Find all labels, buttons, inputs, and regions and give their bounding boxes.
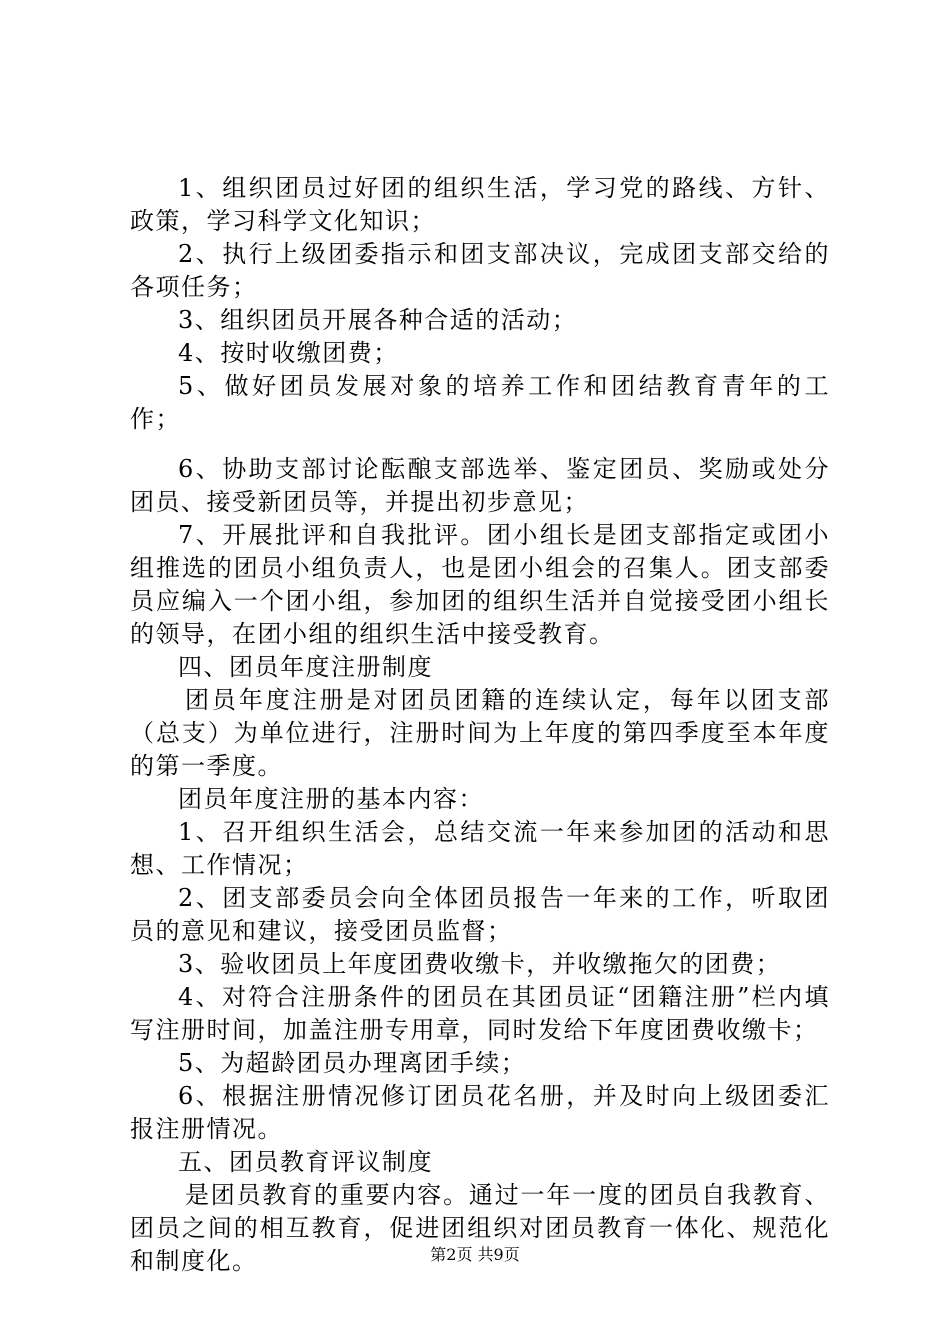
paragraph-evaluation-intro: 是团员教育的重要内容。通过一年一度的团员自我教育、团员之间的相互教育，促进团组织对团员教育一体化、规范化和制度化。 — [130, 1181, 830, 1275]
paragraph-registration-2: 2、团支部委员会向全体团员报告一年来的工作，听取团员的意见和建议，接受团员监督； — [130, 884, 830, 945]
section-heading-evaluation: 五、团员教育评议制度 — [178, 1148, 433, 1176]
paragraph-task-5: 5、做好团员发展对象的培养工作和团结教育青年的工作； — [130, 372, 830, 433]
paragraph-task-7: 7、开展批评和自我批评。团小组长是团支部指定或团小组推选的团员小组负责人，也是团小组会的召集人。团支部委员应编入一个团小组，参加团的组织生活并自觉接受团小组长的领导，在团小组的组织生活中接受教育。 — [130, 521, 830, 648]
paragraph-registration-intro: 团员年度注册是对团员团籍的连续认定，每年以团支部（总支）为单位进行，注册时间为上年度的第四季度至本年度的第一季度。 — [130, 686, 830, 780]
paragraph-registration-4: 4、对符合注册条件的团员在其团员证“团籍注册”栏内填写注册时间，加盖注册专用章，同时发给下年度团费收缴卡； — [130, 983, 830, 1044]
paragraph-task-1: 1、组织团员过好团的组织生活，学习党的路线、方针、政策，学习科学文化知识； — [130, 174, 830, 235]
section-heading-registration: 四、团员年度注册制度 — [178, 653, 433, 681]
paragraph-registration-6: 6、根据注册情况修订团员花名册，并及时向上级团委汇报注册情况。 — [130, 1082, 830, 1143]
paragraph-task-2: 2、执行上级团委指示和团支部决议，完成团支部交给的各项任务； — [130, 240, 830, 301]
paragraph-task-3: 3、组织团员开展各种合适的活动； — [178, 306, 578, 334]
paragraph-task-4: 4、按时收缴团费； — [178, 339, 399, 367]
page-footer: 第2页 共9页 — [430, 1245, 520, 1264]
paragraph-registration-5: 5、为超龄团员办理离团手续； — [178, 1049, 527, 1077]
paragraph-registration-1: 1、召开组织生活会，总结交流一年来参加团的活动和思想、工作情况； — [130, 818, 830, 879]
paragraph-registration-content-title: 团员年度注册的基本内容： — [178, 785, 484, 813]
paragraph-registration-3: 3、验收团员上年度团费收缴卡，并收缴拖欠的团费； — [178, 950, 782, 978]
paragraph-task-6: 6、协助支部讨论酝酿支部选举、鉴定团员、奖励或处分团员、接受新团员等，并提出初步意见； — [130, 455, 830, 516]
document-body — [130, 172, 830, 1278]
